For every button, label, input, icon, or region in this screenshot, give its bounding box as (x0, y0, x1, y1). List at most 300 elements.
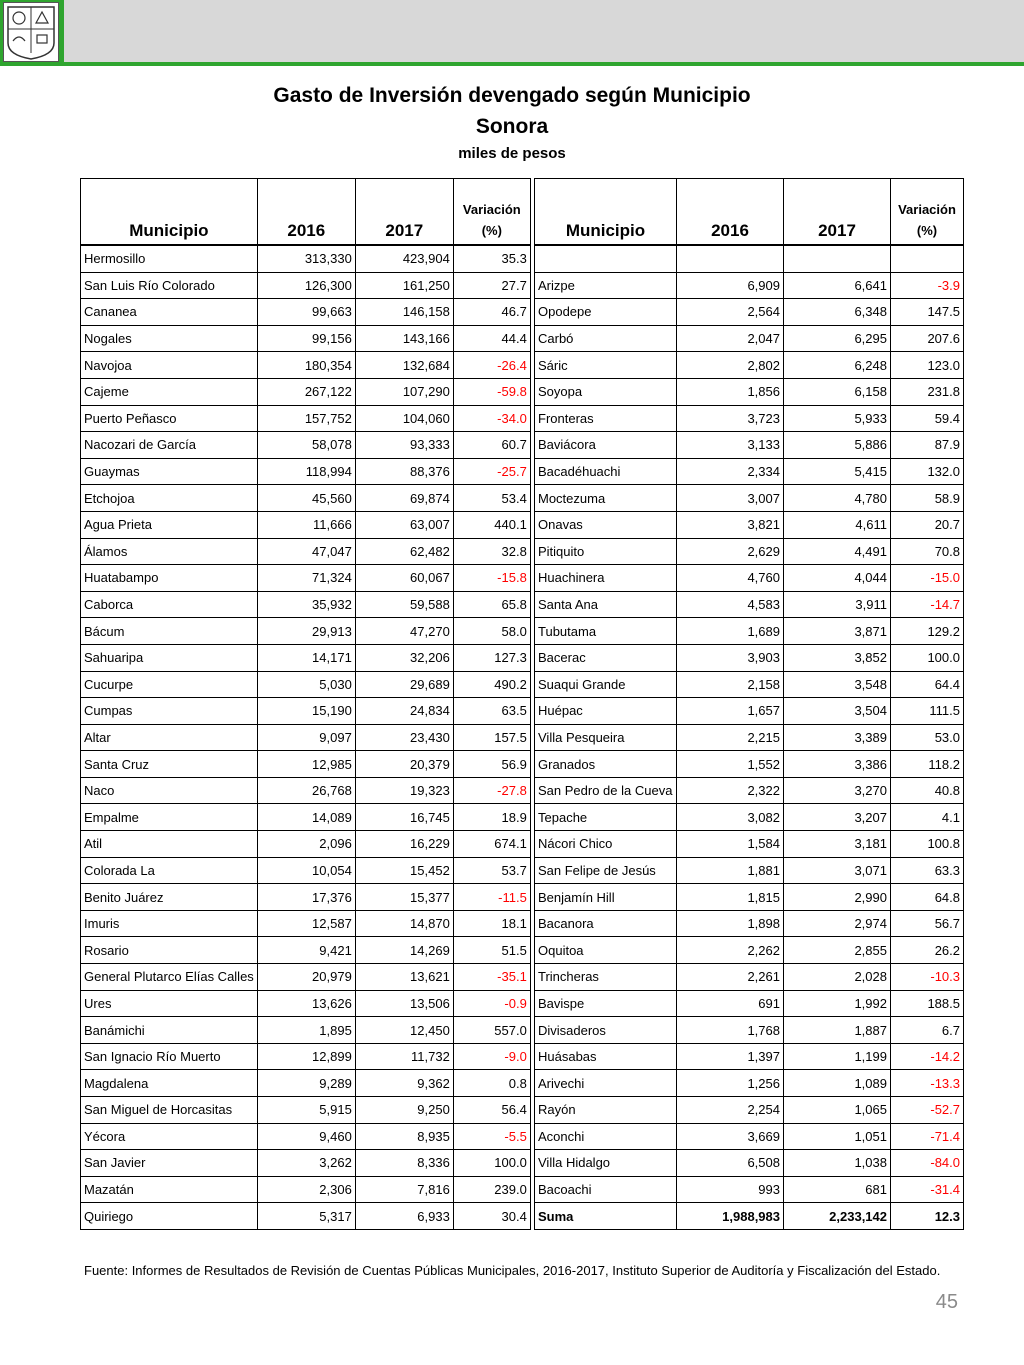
table-row (535, 751, 964, 778)
table-row (535, 618, 964, 645)
cell-2016: 45,560 (257, 485, 355, 512)
table-row (535, 325, 964, 352)
cell-2017: 5,886 (784, 432, 891, 459)
cell-variacion: 56.7 (891, 910, 964, 937)
cell-variacion: 4.1 (891, 804, 964, 831)
cell-municipio: Aconchi (535, 1123, 677, 1150)
table-row (81, 1017, 531, 1044)
cell-2016 (677, 245, 784, 272)
table-row (535, 698, 964, 725)
cell-2017: 3,871 (784, 618, 891, 645)
cell-2016: 14,171 (257, 644, 355, 671)
cell-variacion: -25.7 (453, 458, 530, 485)
cell-variacion: 59.4 (891, 405, 964, 432)
page-subtitle: Sonora (475, 115, 549, 138)
table-row (535, 245, 964, 272)
cell-municipio: Carbó (535, 325, 677, 352)
table-row (81, 272, 531, 299)
cell-2017: 1,065 (784, 1097, 891, 1124)
cell-2017: 3,270 (784, 777, 891, 804)
cell-2017: 8,336 (355, 1150, 453, 1177)
cell-municipio: Cumpas (81, 698, 258, 725)
cell-2016: 2,096 (257, 831, 355, 858)
cell-2016: 3,082 (677, 804, 784, 831)
cell-municipio: Agua Prieta (81, 511, 258, 538)
cell-variacion: 35.3 (453, 245, 530, 272)
cell-2016: 26,768 (257, 777, 355, 804)
cell-variacion: 53.0 (891, 724, 964, 751)
header-variacion (453, 179, 530, 246)
header-variacion-label: Variación (898, 202, 956, 217)
cell-municipio: San Felipe de Jesús (535, 857, 677, 884)
cell-variacion: 46.7 (453, 299, 530, 326)
table-row (81, 964, 531, 991)
cell-2017: 6,158 (784, 378, 891, 405)
cell-municipio: Tubutama (535, 618, 677, 645)
cell-2016: 4,760 (677, 565, 784, 592)
cell-municipio: Villa Pesqueira (535, 724, 677, 751)
cell-2016: 47,047 (257, 538, 355, 565)
cell-2017: 4,780 (784, 485, 891, 512)
table-row (81, 990, 531, 1017)
header-variacion (891, 179, 964, 246)
cell-variacion: -13.3 (891, 1070, 964, 1097)
cell-municipio: Hermosillo (81, 245, 258, 272)
cell-2016: 2,334 (677, 458, 784, 485)
cell-2016: 9,289 (257, 1070, 355, 1097)
table-row (81, 352, 531, 379)
cell-variacion: 231.8 (891, 378, 964, 405)
cell-variacion: 64.8 (891, 884, 964, 911)
cell-municipio: Atil (81, 831, 258, 858)
cell-variacion: 100.8 (891, 831, 964, 858)
cell-municipio: Quiriego (81, 1203, 258, 1230)
cell-variacion: 60.7 (453, 432, 530, 459)
cell-variacion: 440.1 (453, 511, 530, 538)
cell-variacion: -0.9 (453, 990, 530, 1017)
cell-variacion: 239.0 (453, 1176, 530, 1203)
cell-2017: 13,506 (355, 990, 453, 1017)
cell-municipio: Bacoachi (535, 1176, 677, 1203)
cell-municipio: General Plutarco Elías Calles (81, 964, 258, 991)
header-variacion-unit: (%) (481, 223, 502, 238)
cell-variacion: 20.7 (891, 511, 964, 538)
cell-variacion: 56.9 (453, 751, 530, 778)
cell-variacion: 58.9 (891, 485, 964, 512)
cell-municipio: San Ignacio Río Muerto (81, 1043, 258, 1070)
cell-municipio: Suaqui Grande (535, 671, 677, 698)
cell-2016: 1,815 (677, 884, 784, 911)
cell-variacion: 0.8 (453, 1070, 530, 1097)
cell-municipio: Rosario (81, 937, 258, 964)
cell-variacion: 12.3 (891, 1203, 964, 1230)
cell-variacion: 111.5 (891, 698, 964, 725)
cell-variacion: 63.5 (453, 698, 530, 725)
cell-2016: 2,047 (677, 325, 784, 352)
cell-municipio: Huachinera (535, 565, 677, 592)
cell-2017: 60,067 (355, 565, 453, 592)
cell-2016: 12,985 (257, 751, 355, 778)
cell-municipio: Cucurpe (81, 671, 258, 698)
cell-municipio: Fronteras (535, 405, 677, 432)
cell-municipio (535, 245, 677, 272)
cell-2016: 2,802 (677, 352, 784, 379)
cell-2017: 6,348 (784, 299, 891, 326)
cell-municipio: Santa Cruz (81, 751, 258, 778)
table-row (535, 857, 964, 884)
cell-2016: 313,330 (257, 245, 355, 272)
cell-variacion: -31.4 (891, 1176, 964, 1203)
cell-municipio: Suma (535, 1203, 677, 1230)
cell-variacion: 157.5 (453, 724, 530, 751)
table-row (81, 538, 531, 565)
cell-2016: 4,583 (677, 591, 784, 618)
cell-variacion: -52.7 (891, 1097, 964, 1124)
cell-2016: 3,723 (677, 405, 784, 432)
cell-2016: 9,097 (257, 724, 355, 751)
cell-variacion: -14.7 (891, 591, 964, 618)
cell-2017: 1,992 (784, 990, 891, 1017)
total-row (535, 1203, 964, 1230)
cell-2017: 15,377 (355, 884, 453, 911)
cell-variacion: 70.8 (891, 538, 964, 565)
table-row (535, 1017, 964, 1044)
table-row (535, 1123, 964, 1150)
header-2017: 2017 (784, 179, 891, 246)
cell-2016: 1,895 (257, 1017, 355, 1044)
cell-municipio: Benjamín Hill (535, 884, 677, 911)
cell-2017: 5,415 (784, 458, 891, 485)
cell-2016: 15,190 (257, 698, 355, 725)
cell-2016: 5,030 (257, 671, 355, 698)
table-row (535, 352, 964, 379)
cell-2016: 2,629 (677, 538, 784, 565)
cell-2016: 1,397 (677, 1043, 784, 1070)
cell-variacion: -14.2 (891, 1043, 964, 1070)
cell-2017: 47,270 (355, 618, 453, 645)
cell-variacion: 118.2 (891, 751, 964, 778)
cell-2016: 99,156 (257, 325, 355, 352)
cell-2017: 6,641 (784, 272, 891, 299)
cell-variacion: 18.9 (453, 804, 530, 831)
cell-2017: 14,269 (355, 937, 453, 964)
cell-municipio: Sahuaripa (81, 644, 258, 671)
cell-2017: 2,855 (784, 937, 891, 964)
cell-2017: 104,060 (355, 405, 453, 432)
cell-2016: 1,552 (677, 751, 784, 778)
cell-2016: 180,354 (257, 352, 355, 379)
cell-2017: 13,621 (355, 964, 453, 991)
cell-variacion: -26.4 (453, 352, 530, 379)
cell-variacion: 53.7 (453, 857, 530, 884)
table-row (535, 937, 964, 964)
cell-municipio: San Luis Río Colorado (81, 272, 258, 299)
cell-variacion: 129.2 (891, 618, 964, 645)
cell-variacion: 6.7 (891, 1017, 964, 1044)
table-row (81, 511, 531, 538)
table-row (535, 990, 964, 1017)
cell-variacion: 132.0 (891, 458, 964, 485)
table-row (81, 591, 531, 618)
cell-2017: 16,745 (355, 804, 453, 831)
cell-municipio: Nacozari de García (81, 432, 258, 459)
cell-municipio: San Pedro de la Cueva (535, 777, 677, 804)
table-row (81, 1176, 531, 1203)
cell-2016: 1,256 (677, 1070, 784, 1097)
header-2016: 2016 (257, 179, 355, 246)
cell-2016: 10,054 (257, 857, 355, 884)
cell-municipio: Arivechi (535, 1070, 677, 1097)
cell-municipio: Villa Hidalgo (535, 1150, 677, 1177)
table-row (81, 831, 531, 858)
cell-2017: 8,935 (355, 1123, 453, 1150)
cell-2017: 132,684 (355, 352, 453, 379)
cell-2016: 2,322 (677, 777, 784, 804)
table-row (535, 884, 964, 911)
left-table (80, 178, 531, 1230)
cell-2016: 6,508 (677, 1150, 784, 1177)
cell-municipio: Altar (81, 724, 258, 751)
table-row (535, 910, 964, 937)
table-row (535, 485, 964, 512)
cell-municipio: Ures (81, 990, 258, 1017)
cell-variacion: 207.6 (891, 325, 964, 352)
cell-2017: 2,974 (784, 910, 891, 937)
cell-2016: 99,663 (257, 299, 355, 326)
cell-municipio: Bácum (81, 618, 258, 645)
cell-variacion: -15.8 (453, 565, 530, 592)
cell-municipio: Oquitoa (535, 937, 677, 964)
cell-2017: 1,089 (784, 1070, 891, 1097)
cell-2016: 993 (677, 1176, 784, 1203)
cell-2016: 2,215 (677, 724, 784, 751)
cell-2016: 1,768 (677, 1017, 784, 1044)
cell-2017: 32,206 (355, 644, 453, 671)
table-row (81, 777, 531, 804)
cell-2017: 4,611 (784, 511, 891, 538)
cell-2017: 3,386 (784, 751, 891, 778)
table-row (81, 884, 531, 911)
cell-municipio: Bacanora (535, 910, 677, 937)
cell-2016: 2,306 (257, 1176, 355, 1203)
cell-2016: 1,657 (677, 698, 784, 725)
cell-2017: 3,852 (784, 644, 891, 671)
cell-2017: 1,887 (784, 1017, 891, 1044)
cell-municipio: Moctezuma (535, 485, 677, 512)
cell-municipio: Cananea (81, 299, 258, 326)
table-row (535, 804, 964, 831)
cell-2017: 12,450 (355, 1017, 453, 1044)
cell-2016: 5,915 (257, 1097, 355, 1124)
cell-municipio: Pitiquito (535, 538, 677, 565)
table-row (535, 1150, 964, 1177)
source-footnote: Fuente: Informes de Resultados de Revisión de Cuentas Públicas Municipales, 2016-2017, Instituto Superior de Auditoría y Fiscalización del Estado. (84, 1263, 941, 1278)
cell-2016: 3,007 (677, 485, 784, 512)
cell-municipio: Cajeme (81, 378, 258, 405)
cell-2016: 3,262 (257, 1150, 355, 1177)
cell-2017: 3,911 (784, 591, 891, 618)
table-row (81, 299, 531, 326)
cell-variacion: -10.3 (891, 964, 964, 991)
cell-2017: 16,229 (355, 831, 453, 858)
cell-variacion: 65.8 (453, 591, 530, 618)
cell-municipio: Benito Juárez (81, 884, 258, 911)
logo-frame (0, 0, 64, 66)
cell-2017: 2,233,142 (784, 1203, 891, 1230)
cell-variacion: 18.1 (453, 910, 530, 937)
cell-municipio: Tepache (535, 804, 677, 831)
cell-2016: 2,262 (677, 937, 784, 964)
table-header (81, 179, 531, 246)
table-row (535, 1176, 964, 1203)
cell-2017: 59,588 (355, 591, 453, 618)
cell-2017: 62,482 (355, 538, 453, 565)
table-row (535, 1070, 964, 1097)
cell-2016: 9,460 (257, 1123, 355, 1150)
table-row (535, 831, 964, 858)
table-row (81, 618, 531, 645)
cell-2017: 7,816 (355, 1176, 453, 1203)
cell-municipio: Divisaderos (535, 1017, 677, 1044)
cell-2016: 267,122 (257, 378, 355, 405)
cell-variacion: 64.4 (891, 671, 964, 698)
cell-variacion: 27.7 (453, 272, 530, 299)
table-row (535, 458, 964, 485)
cell-variacion: -9.0 (453, 1043, 530, 1070)
cell-variacion: -71.4 (891, 1123, 964, 1150)
cell-municipio: Santa Ana (535, 591, 677, 618)
table-row (535, 964, 964, 991)
header-2017: 2017 (355, 179, 453, 246)
table-row (81, 1070, 531, 1097)
cell-2016: 14,089 (257, 804, 355, 831)
table-row (81, 698, 531, 725)
table-row (535, 724, 964, 751)
cell-municipio: Nogales (81, 325, 258, 352)
cell-2016: 11,666 (257, 511, 355, 538)
cell-2017: 9,250 (355, 1097, 453, 1124)
cell-municipio: San Javier (81, 1150, 258, 1177)
cell-municipio: Bacadéhuachi (535, 458, 677, 485)
table-row (81, 458, 531, 485)
table-row (81, 751, 531, 778)
table-row (81, 937, 531, 964)
cell-variacion: -5.5 (453, 1123, 530, 1150)
cell-2016: 2,158 (677, 671, 784, 698)
header-municipio: Municipio (81, 179, 258, 246)
cell-2017: 107,290 (355, 378, 453, 405)
cell-2017: 3,071 (784, 857, 891, 884)
cell-2016: 1,988,983 (677, 1203, 784, 1230)
table-row (535, 1043, 964, 1070)
table-row (535, 272, 964, 299)
table-row (81, 1097, 531, 1124)
cell-2016: 691 (677, 990, 784, 1017)
cell-variacion: 127.3 (453, 644, 530, 671)
cell-municipio: Mazatán (81, 1176, 258, 1203)
cell-municipio: Bacerac (535, 644, 677, 671)
cell-2017: 3,504 (784, 698, 891, 725)
cell-variacion: -35.1 (453, 964, 530, 991)
cell-2016: 2,261 (677, 964, 784, 991)
cell-municipio: Onavas (535, 511, 677, 538)
cell-2016: 5,317 (257, 1203, 355, 1230)
right-table (534, 178, 964, 1230)
cell-2017: 15,452 (355, 857, 453, 884)
cell-municipio: Guaymas (81, 458, 258, 485)
table-row (81, 644, 531, 671)
table-row (535, 565, 964, 592)
cell-2016: 1,584 (677, 831, 784, 858)
cell-2016: 1,898 (677, 910, 784, 937)
cell-municipio: Huépac (535, 698, 677, 725)
cell-variacion: 147.5 (891, 299, 964, 326)
cell-2016: 35,932 (257, 591, 355, 618)
cell-2017: 4,491 (784, 538, 891, 565)
cell-municipio: Álamos (81, 538, 258, 565)
cell-2017: 6,295 (784, 325, 891, 352)
cell-2016: 12,899 (257, 1043, 355, 1070)
cell-2017: 2,028 (784, 964, 891, 991)
table-row (81, 1043, 531, 1070)
units-label: miles de pesos (458, 145, 566, 162)
cell-variacion: 490.2 (453, 671, 530, 698)
table-row (535, 432, 964, 459)
cell-variacion: 30.4 (453, 1203, 530, 1230)
table-row (81, 1203, 531, 1230)
cell-2017: 63,007 (355, 511, 453, 538)
cell-municipio: Arizpe (535, 272, 677, 299)
cell-2016: 3,133 (677, 432, 784, 459)
cell-variacion: 44.4 (453, 325, 530, 352)
cell-2017: 88,376 (355, 458, 453, 485)
header-variacion-unit: (%) (916, 223, 938, 238)
cell-2017: 11,732 (355, 1043, 453, 1070)
cell-municipio: Huásabas (535, 1043, 677, 1070)
cell-municipio: Granados (535, 751, 677, 778)
cell-2017: 9,362 (355, 1070, 453, 1097)
table-row (81, 325, 531, 352)
cell-municipio: Opodepe (535, 299, 677, 326)
cell-2016: 29,913 (257, 618, 355, 645)
cell-2017: 2,990 (784, 884, 891, 911)
cell-variacion: 26.2 (891, 937, 964, 964)
cell-2017: 1,199 (784, 1043, 891, 1070)
cell-municipio: Magdalena (81, 1070, 258, 1097)
cell-municipio: Nácori Chico (535, 831, 677, 858)
cell-2016: 9,421 (257, 937, 355, 964)
table-row (535, 671, 964, 698)
cell-municipio: Huatabampo (81, 565, 258, 592)
cell-2017: 146,158 (355, 299, 453, 326)
table-row (81, 1123, 531, 1150)
table-row (81, 432, 531, 459)
table-row (81, 671, 531, 698)
page-title: Gasto de Inversión devengado según Municipio (273, 84, 751, 107)
cell-2017: 1,051 (784, 1123, 891, 1150)
table-row (81, 1150, 531, 1177)
cell-2016: 17,376 (257, 884, 355, 911)
cell-municipio: Colorada La (81, 857, 258, 884)
cell-2017: 3,389 (784, 724, 891, 751)
header-municipio: Municipio (535, 179, 677, 246)
table-row (81, 724, 531, 751)
cell-municipio: Puerto Peñasco (81, 405, 258, 432)
cell-variacion: 58.0 (453, 618, 530, 645)
cell-2016: 2,564 (677, 299, 784, 326)
cell-2017: 3,181 (784, 831, 891, 858)
cell-2016: 126,300 (257, 272, 355, 299)
